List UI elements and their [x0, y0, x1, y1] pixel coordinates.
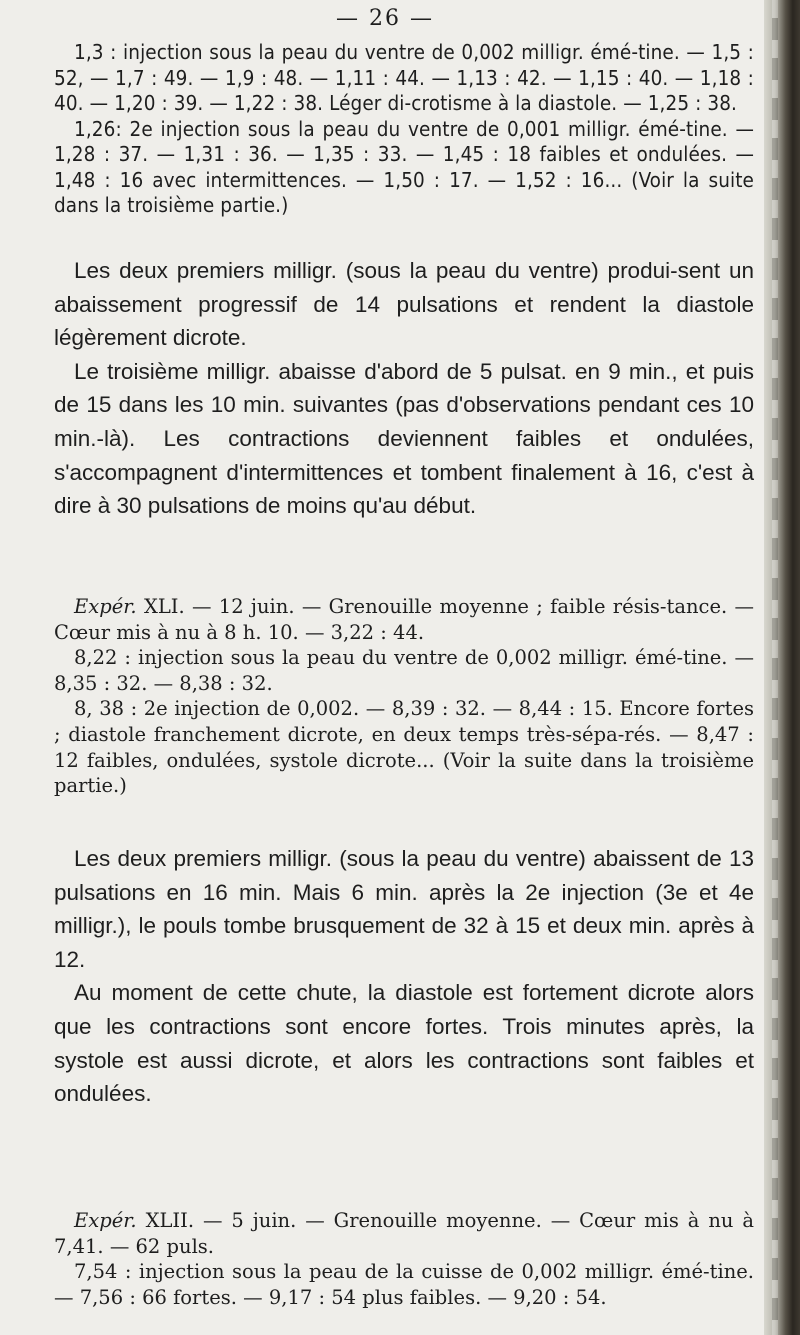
commentary-paragraph: Les deux premiers milligr. (sous la peau du ventre) produi-sent un abaissement progressif de 14 pulsations et rendent la diastole légèrement dicrote. — [54, 258, 754, 351]
experiment-xli-block — [54, 594, 754, 799]
commentary-paragraph: Les deux premiers milligr. (sous la peau du ventre) abaissent de 13 pulsations en 16 min. Mais 6 min. après la 2e injection (3e et 4e milligr.), le pouls tombe brusquement de 32 à 15 et deux min. après à 12. — [54, 846, 754, 972]
experiment-label: Expér. — [74, 1209, 137, 1232]
experiment-paragraph: 7,54 : injection sous la peau de la cuisse de 0,002 milligr. émé-tine. — 7,56 : 66 fortes. — 9,17 : 54 plus faibles. — 9,20 : 54. — [54, 1260, 754, 1309]
experiment-intro: — 5 juin. — Grenouille moyenne. — Cœur mis à nu à 7,41. — 62 puls. — [54, 1209, 755, 1258]
experiment-paragraph: 8, 38 : 2e injection de 0,002. — 8,39 : 32. — 8,44 : 15. Encore fortes ; diastole franchement dicrote, en deux temps très-sépa-rés. — 8,47 : 12 faibles, ondulées, systole dicrote... (Voir la suite dans la troisième partie.) — [54, 697, 754, 798]
experiment-xlii-block — [54, 1208, 754, 1310]
experiment-numeral: XLII. — [145, 1209, 195, 1232]
commentary-paragraph: Au moment de cette chute, la diastole est fortement dicrote alors que les contractions sont encore fortes. Trois minutes après, la systole est aussi dicrote, et alors les contractions sont faibles et ondulées. — [54, 980, 754, 1107]
commentary-block — [54, 842, 754, 1111]
page-number: — 26 — — [336, 6, 434, 31]
record-paragraph: 1,3 : injection sous la peau du ventre de 0,002 milligr. émé-tine. — 1,5 : 52, — 1,7 : 49. — 1,9 : 48. — 1,11 : 44. — 1,13 : 42. — 1,15 : 40. — 1,18 : 40. — 1,20 : 39. — 1,22 : 38. Léger di-crotisme à la diastole. — 1,25 : 38. — [54, 40, 754, 115]
commentary-paragraph: Le troisième milligr. abaisse d'abord de 5 pulsat. en 9 min., et puis de 15 dans les 10 min. suivantes (pas d'observations pendant ces 10 min.-là). Les contractions deviennent faibles et ondulées, s'accompagnent d'intermittences et tombent finalement à 16, c'est à dire à 30 pulsations de moins qu'au début. — [54, 358, 754, 519]
experiment-paragraph: 8,22 : injection sous la peau du ventre de 0,002 milligr. émé-tine. — 8,35 : 32. — 8,38 : 32. — [54, 646, 754, 695]
experiment-label: Expér. — [74, 595, 137, 618]
experiment-numeral: XLI. — [143, 595, 185, 618]
experiment-heading-paragraph — [54, 1208, 754, 1259]
commentary-block — [54, 254, 754, 523]
observation-record-block — [54, 40, 754, 219]
book-binding-edge — [764, 0, 800, 1335]
record-paragraph: 1,26: 2e injection sous la peau du ventre de 0,001 milligr. émé-tine. — 1,28 : 37. — 1,31 : 36. — 1,35 : 33. — 1,45 : 18 faibles et ondulées. — 1,48 : 16 avec intermittences. — 1,50 : 17. — 1,52 : 16... (Voir la suite dans la troisième partie.) — [54, 116, 754, 217]
experiment-intro: — 12 juin. — Grenouille moyenne ; faible résis-tance. — Cœur mis à nu à 8 h. 10. — 3,22 : 44. — [54, 595, 754, 644]
experiment-heading-paragraph — [54, 594, 754, 645]
